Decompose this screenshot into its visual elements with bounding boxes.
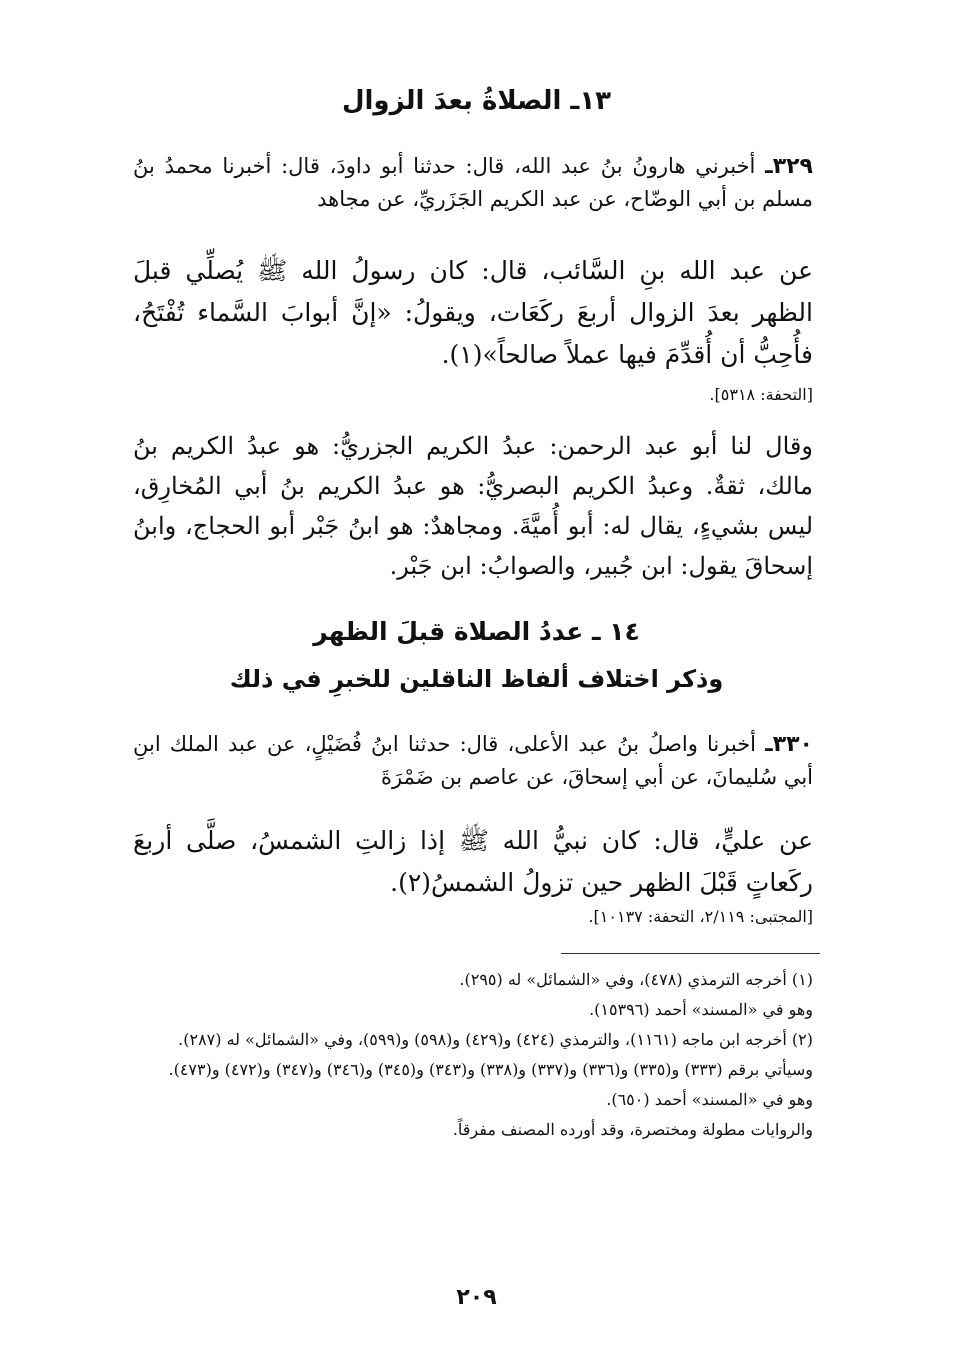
page-number: ٢٠٩ <box>456 1285 497 1310</box>
author-note: وقال لنا أبو عبد الرحمن: عبدُ الكريم الجزريُّ: هو عبدُ الكريم بنُ مالك، ثقةٌ. وعبدُ الكريم البصريُّ: هو عبدُ الكريم بنُ أبي المُخارِق، ليس بشيءٍ، يقال له: أبو أُميَّةَ. ومجاهدٌ: هو ابنُ جَبْر أبو الحجاج، وابنُ إسحاقَ يقول: ابن جُبير، والصوابُ: ابن جَبْر. <box>133 432 813 580</box>
section-heading-13: ١٣ـ الصلاةُ بعدَ الزوال <box>341 86 612 116</box>
hadith-330-reference: [المجتبى: ٢/١١٩، التحفة: ١٠١٣٧]. <box>588 907 813 926</box>
footnote-separator <box>561 953 820 954</box>
footnote-line: (٢) أخرجه ابن ماجه (١١٦١)، والترمذي (٤٢٤) و(٤٢٩) و(٥٩٨) و(٥٩٩)، وفي «الشمائل» له (٢٨٧). <box>178 1030 813 1049</box>
footnotes <box>133 965 813 1145</box>
isnad-text: أخبرنا واصلُ بنُ عبد الأعلى، قال: حدثنا ابنُ فُضَيْلٍ، عن عبد الملك ابنِ أبي سُليمانَ، عن أبي إسحاقَ، عن عاصم بن ضَمْرَةَ <box>133 732 813 789</box>
hadith-329-reference: [التحفة: ٥٣١٨]. <box>709 385 813 404</box>
section-heading-14: ١٤ ـ عددُ الصلاة قبلَ الظهر <box>313 617 640 646</box>
section-subheading-14: وذكر اختلاف ألفاظ الناقلين للخبرِ في ذلك <box>229 665 724 693</box>
hadith-329-matn: عن عبد الله بنِ السَّائب، قال: كان رسولُ الله ﷺ يُصلِّي قبلَ الظهر بعدَ الزوال أربعَ ركَعَات، ويقولُ: «إنَّ أبوابَ السَّماء تُفْتَحُ، فأُحِبُّ أن أُقدِّمَ فيها عملاً صالحاً»(١). <box>133 256 813 369</box>
isnad-text: أخبرني هارونُ بنُ عبد الله، قال: حدثنا أبو داودَ، قال: أخبرنا محمدُ بنُ مسلم بن أبي الوضّاح، عن عبد الكريم الجَزَريِّ، عن مجاهد <box>133 154 813 211</box>
footnote-line: وهو في «المسند» أحمد (١٥٣٩٦). <box>589 1000 813 1019</box>
footnote-line: (١) أخرجه الترمذي (٤٧٨)، وفي «الشمائل» له (٢٩٥). <box>459 970 813 989</box>
footnote-line: والروايات مطولة ومختصرة، وقد أورده المصنف مفرقاً. <box>452 1120 813 1139</box>
hadith-330-isnad <box>133 728 813 794</box>
footnote-line: وهو في «المسند» أحمد (٦٥٠). <box>606 1090 813 1109</box>
hadith-number: ٣٢٩ـ <box>765 154 813 179</box>
footnote-line: وسيأتي برقم (٣٣٣) و(٣٣٥) و(٣٣٦) و(٣٣٧) و(٣٣٨) و(٣٤٣) و(٣٤٥) و(٣٤٦) و(٣٤٧) و(٤٧٢) و(٤٧٣). <box>168 1060 813 1079</box>
hadith-number: ٣٣٠ـ <box>765 732 813 757</box>
hadith-330-matn: عن عليٍّ، قال: كان نبيُّ الله ﷺ إذا زالتِ الشمسُ، صلَّى أربعَ ركَعاتٍ قَبْلَ الظهر حين تزولُ الشمسُ(٢). <box>133 826 813 897</box>
hadith-329-isnad <box>133 150 813 216</box>
